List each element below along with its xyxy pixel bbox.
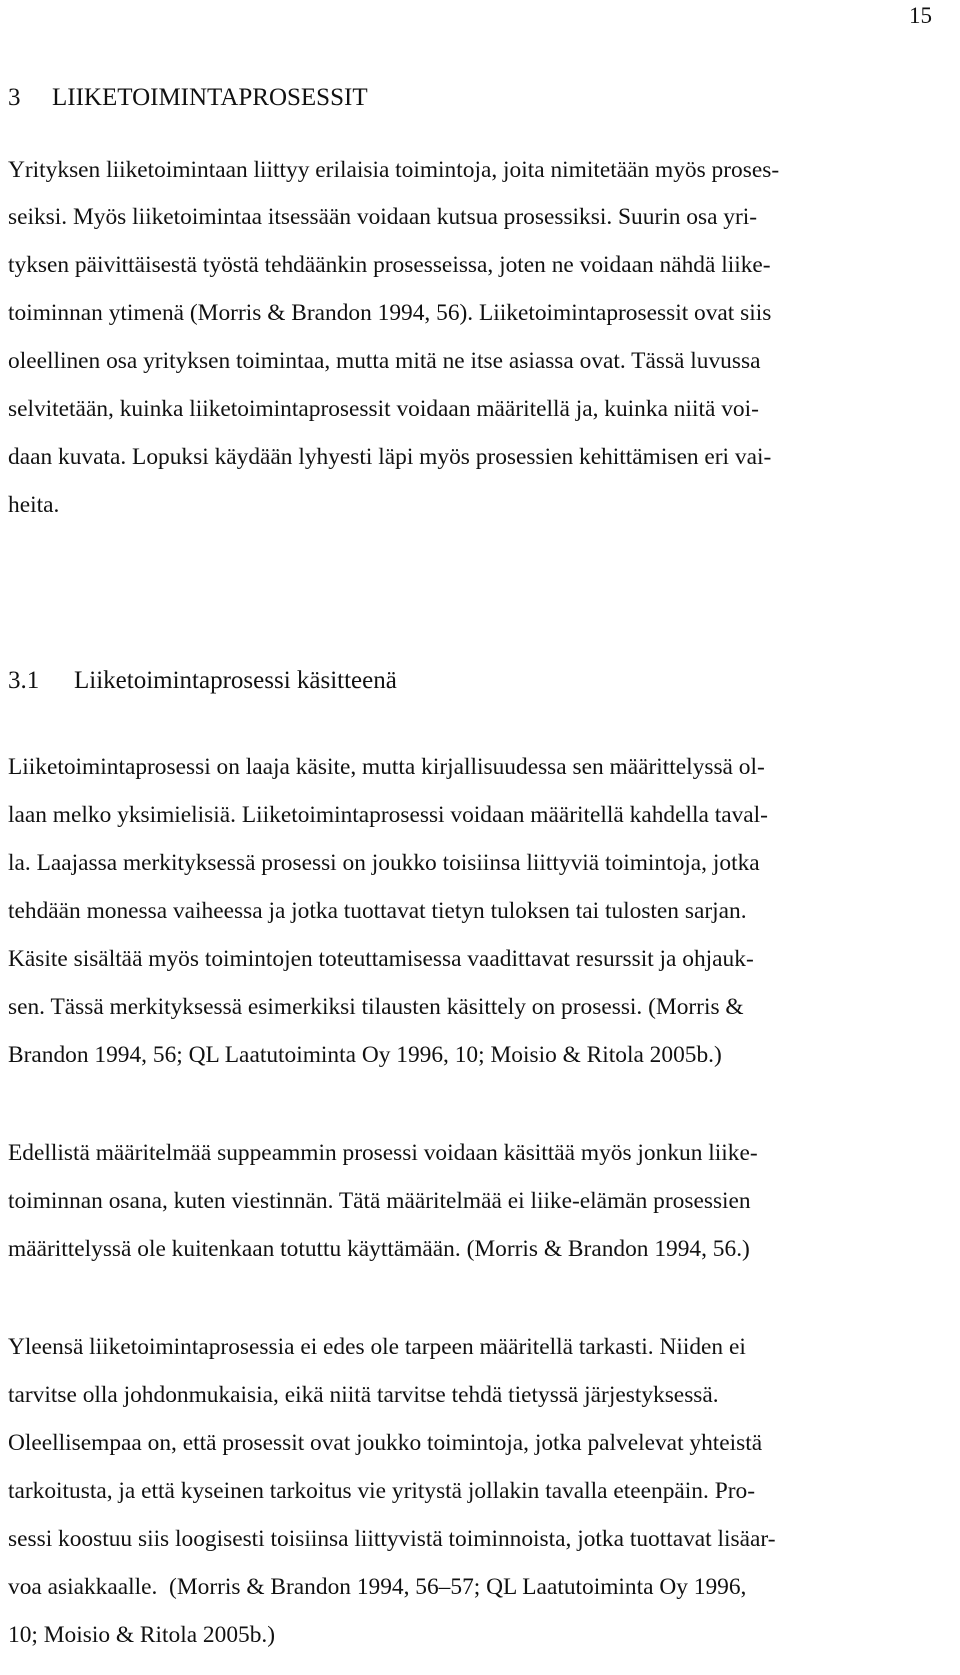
text-line: oleellinen osa yrityksen toimintaa, mutta mitä ne itse asiassa ovat. Tässä luvussa	[8, 348, 761, 374]
text-line: tarvitse olla johdonmukaisia, eikä niitä tarvitse tehdä tietyssä järjestyksessä.	[8, 1382, 719, 1408]
text-line: tarkoitusta, ja että kyseinen tarkoitus vie yritystä jollakin tavalla eteenpäin. Pro-	[8, 1478, 755, 1504]
text-line: Yrityksen liiketoimintaan liittyy erilaisia toimintoja, joita nimitetään myös proses-	[8, 157, 780, 183]
text-line: Brandon 1994, 56; QL Laatutoiminta Oy 1996, 10; Moisio & Ritola 2005b.)	[8, 1042, 722, 1068]
text-line: seiksi. Myös liiketoimintaa itsessään voidaan kutsua prosessiksi. Suurin osa yri-	[8, 204, 758, 230]
chapter-number: 3	[8, 84, 21, 111]
section-heading	[8, 665, 397, 697]
text-line: sessi koostuu siis loogisesti toisiinsa liittyvistä toiminnoista, jotka tuottavat lisäar-	[8, 1526, 776, 1552]
chapter-heading	[8, 82, 368, 114]
page-number: 15	[909, 3, 932, 28]
text-line: daan kuvata. Lopuksi käydään lyhyesti läpi myös prosessien kehittämisen eri vai-	[8, 444, 772, 470]
text-line: Oleellisempaa on, että prosessit ovat joukko toimintoja, jotka palvelevat yhteistä	[8, 1430, 763, 1456]
text-line: määrittelyssä ole kuitenkaan totuttu käyttämään. (Morris & Brandon 1994, 56.)	[8, 1236, 750, 1262]
text-line: sen. Tässä merkityksessä esimerkiksi tilausten käsittely on prosessi. (Morris &	[8, 994, 744, 1020]
text-line: la. Laajassa merkityksessä prosessi on joukko toisiinsa liittyviä toimintoja, jotka	[8, 850, 760, 876]
section-number: 3.1	[8, 667, 40, 694]
text-line: Käsite sisältää myös toimintojen toteuttamisessa vaadittavat resurssit ja ohjauk-	[8, 946, 754, 972]
text-line: heita.	[8, 492, 60, 518]
section-title: Liiketoimintaprosessi käsitteenä	[74, 667, 397, 694]
text-line: toiminnan osana, kuten viestinnän. Tätä määritelmää ei liike-elämän prosessien	[8, 1188, 751, 1214]
text-line: tehdään monessa vaiheessa ja jotka tuottavat tietyn tuloksen tai tulosten sarjan.	[8, 898, 747, 924]
text-line: Yleensä liiketoimintaprosessia ei edes ole tarpeen määritellä tarkasti. Niiden ei	[8, 1334, 746, 1360]
text-line: 10; Moisio & Ritola 2005b.)	[8, 1622, 276, 1648]
text-line: toiminnan ytimenä (Morris & Brandon 1994, 56). Liiketoimintaprosessit ovat siis	[8, 300, 772, 326]
text-line: Edellistä määritelmää suppeammin prosessi voidaan käsittää myös jonkun liike-	[8, 1140, 758, 1166]
text-line: laan melko yksimielisiä. Liiketoimintaprosessi voidaan määritellä kahdella taval-	[8, 802, 768, 828]
text-line: selvitetään, kuinka liiketoimintaprosessit voidaan määritellä ja, kuinka niitä voi-	[8, 396, 759, 422]
chapter-title: LIIKETOIMINTAPROSESSIT	[52, 84, 368, 111]
text-line: voa asiakkaalle. (Morris & Brandon 1994, 56–57; QL Laatutoiminta Oy 1996,	[8, 1574, 747, 1600]
text-line: Liiketoimintaprosessi on laaja käsite, mutta kirjallisuudessa sen määrittelyssä ol-	[8, 754, 765, 780]
text-line: tyksen päivittäisestä työstä tehdäänkin prosesseissa, joten ne voidaan nähdä liike-	[8, 252, 771, 278]
